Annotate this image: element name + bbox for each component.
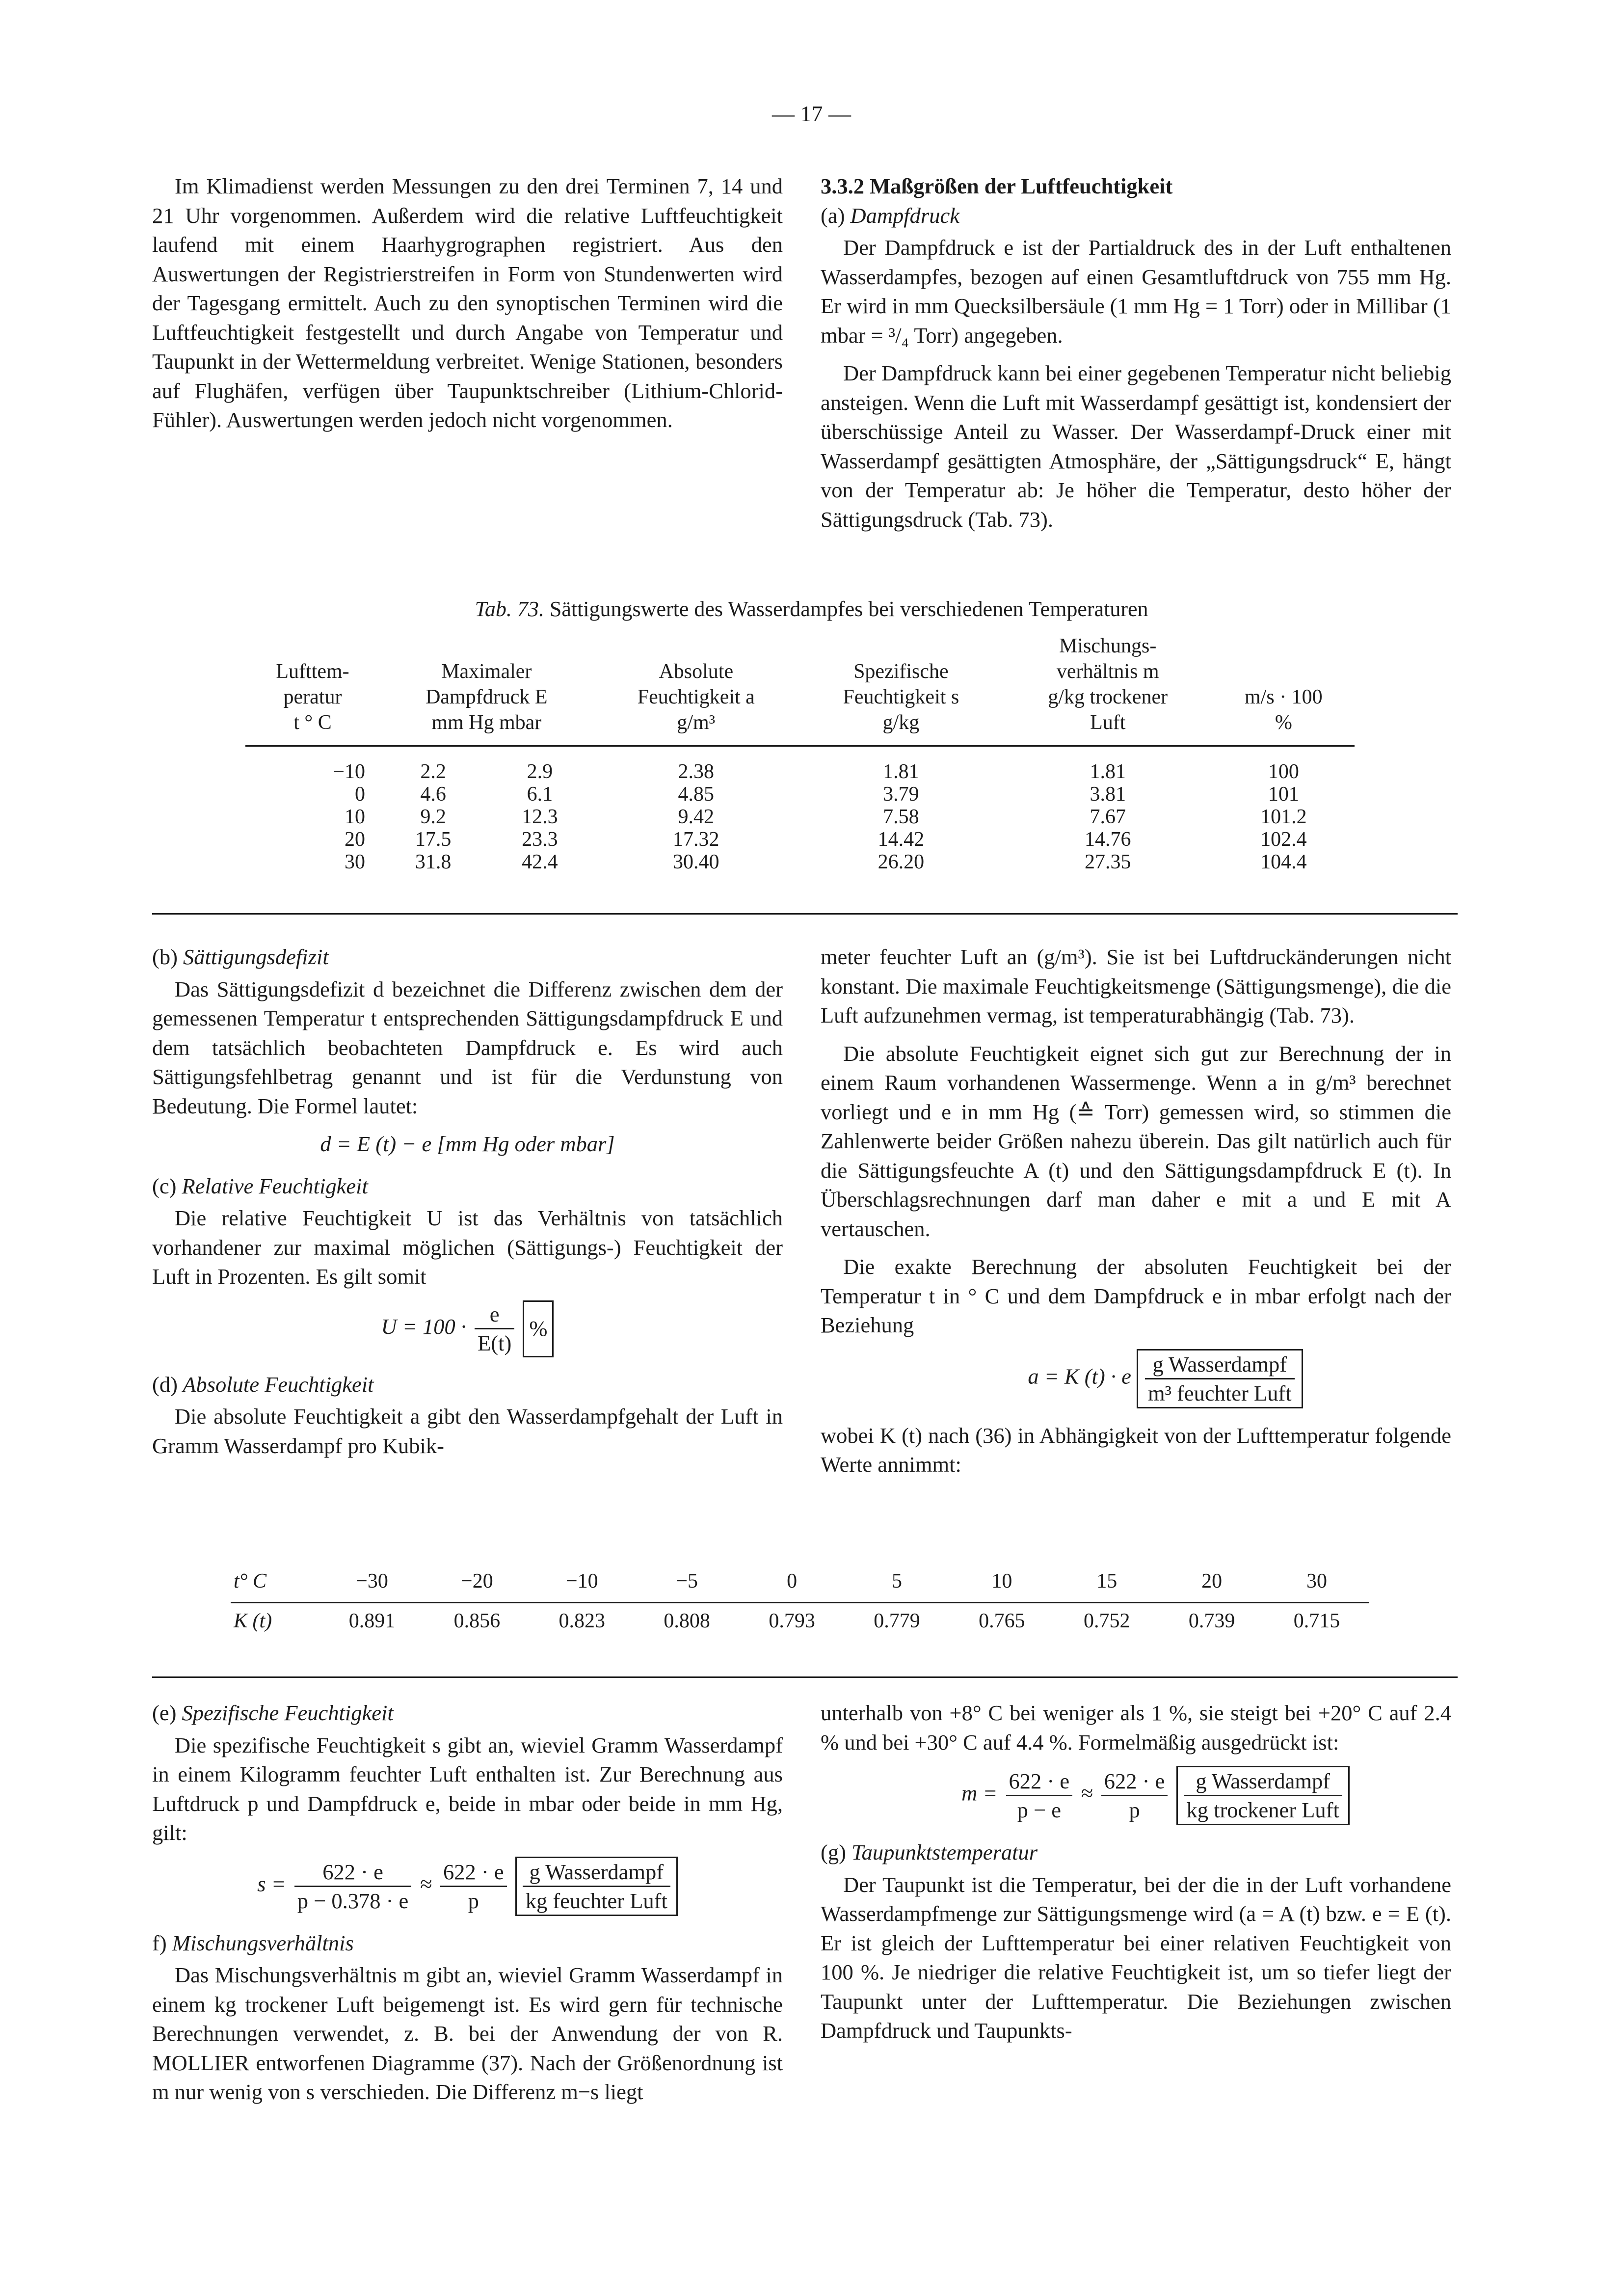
section-title: 3.3.2 Maßgrößen der Luftfeuchtigkeit (821, 174, 1173, 198)
kt-temperature-row: t° C −30 −20 −10 −5 0 5 10 15 20 30 (231, 1564, 1369, 1603)
table-row: −10 2.2 2.9 2.38 1.81 1.81 100 (333, 760, 1299, 783)
absolute-humidity-continued: meter feuchter Luft an (g/m³). Sie ist bei Luftdruckänderungen nicht konstant. Die maximale Feuchtigkeitsmenge (Sättigungsmenge), die die Luft aufzunehmen vermag, ist temperaturabhängig (Tab. 73). (821, 945, 1451, 1027)
top-left-column (152, 172, 783, 444)
header-ratio-percent: m/s · 100 % (1213, 633, 1355, 746)
room-water-paragraph: Die absolute Feuchtigkeit eignet sich gut zur Berechnung der in einem Raum vorhandenen Wassermenge. Wenn a in g/m³ berechnet vorliegt und e in mm Hg (≙ Torr) gemessen wird, so stimmen die Zahlenwerte beider Größen nahezu überein. Das gilt natürlich auch für die Sättigungsfeuchte A (t) und den Sättigungsdampfdruck E (t). In Überschlagsrechnungen darf man daher e mit a und E mit A vertauschen. (821, 1041, 1451, 1241)
table-row: 30 31.8 42.4 30.40 26.20 27.35 104.4 (345, 851, 1307, 873)
table-73-caption: Tab. 73. Sättigungswerte des Wasserdampfes bei verschiedenen Temperaturen (475, 597, 1148, 621)
table-row: 0 4.6 6.1 4.85 3.79 3.81 101 (355, 783, 1299, 806)
subsection-b-heading: (b) Sättigungsdefizit (152, 945, 329, 969)
saturation-pressure-paragraph: Der Dampfdruck kann bei einer gegebenen Temperatur nicht beliebig ansteigen. Wenn die Luft mit Wasserdampf gesättigt ist, kondensiert der überschüssige Anteil zu Wasser. Der Wasserdampf-Druck einer mit Wasserdampf gesättigten Atmosphäre, der „Sättigungsdruck“ E, hängt von der Temperatur ab: Je höher die Temperatur, desto höher der Sättigungsdruck (Tab. 73). (821, 361, 1451, 532)
top-right-column (821, 172, 1451, 543)
header-temperature: Lufttem- peratur t ° C (245, 633, 380, 746)
formula-deficit: d = E (t) − e [mm Hg oder mbar] (320, 1132, 615, 1156)
mixing-ratio-continued: unterhalb von +8° C bei weniger als 1 %, sie steigt bei +20° C auf 2.4 % und bei +30° C auf 4.4 %. Formelmäßig ausgedrückt ist: (821, 1701, 1451, 1755)
formula-relative-humidity: U = 100 · $\frac{e}{E(t)}$ % (152, 1300, 783, 1357)
section-divider-1 (152, 913, 1458, 915)
relative-humidity-paragraph: Die relative Feuchtigkeit U ist das Verhältnis von tatsächlich vorhandener zur maximal möglichen (Sättigungs-) Feuchtigkeit der Luft in Prozenten. Es gilt somit (152, 1206, 783, 1289)
middle-left-column (152, 943, 783, 1469)
middle-right-column (821, 943, 1451, 1488)
dew-point-paragraph: Der Taupunkt ist die Temperatur, bei der die in der Luft vorhandene Wasserdampfmenge zur Sättigungsmenge wird (a = A (t) bzw. e = E (t). Er ist gleich der Lufttemperatur bei einer relativen Feuchtigkeit von 100 %. Je niedriger die relative Feuchtigkeit ist, um so tiefer liegt der Taupunkt unter der Lufttemperatur. Die Beziehungen zwischen Dampfdruck und Taupunkts- (821, 1872, 1451, 2043)
specific-humidity-paragraph: Die spezifische Feuchtigkeit s gibt an, wieviel Gramm Wasserdampf in einem Kilogramm feuchter Luft enthalten ist. Zur Berechnung aus Luftdruck p und Dampfdruck e, beide in mbar oder beide in mm Hg, gilt: (152, 1732, 783, 1845)
table-row: 20 17.5 23.3 17.32 14.42 14.76 102.4 (345, 828, 1307, 851)
section-divider-2 (152, 1676, 1458, 1678)
subsection-a-heading: (a) Dampfdruck (821, 203, 959, 228)
formula-absolute-humidity: a = K (t) · e $\frac{\text{g Wasserdampf}}{\text{m³ feuchter Luft}}$ (879, 1349, 1451, 1408)
formula-specific-humidity: s = $\frac{622 \cdot e}{p - 0.378 \cdot e}$ ≈ $\frac{622 \cdot e}{p}$ $\frac{\text{g Wasserdampf}}{\text{kg feuchter Luft}}$ (152, 1857, 783, 1916)
saturation-table (245, 633, 1355, 873)
subsection-d-heading: (d) Absolute Feuchtigkeit (152, 1372, 374, 1397)
header-specific-humidity: Spezifische Feuchtigkeit s g/kg (799, 633, 1003, 746)
table-row: 10 9.2 12.3 9.42 7.58 7.67 101.2 (345, 806, 1307, 828)
bottom-left-column (152, 1699, 783, 2116)
absolute-humidity-paragraph: Die absolute Feuchtigkeit a gibt den Wasserdampfgehalt der Luft in Gramm Wasserdampf pro Kubik- (152, 1404, 783, 1458)
mixing-ratio-paragraph: Das Mischungsverhältnis m gibt an, wieviel Gramm Wasserdampf in einem kg trockener Luft beigemengt ist. Es wird gern für technische Berechnungen verwendet, z. B. bei der Anwendung der von R. MOLLIER entworfenen Diagramme (37). Nach der Größenordnung ist m nur wenig von s verschieden. Die Differenz m−s liegt (152, 1963, 783, 2104)
kt-table (231, 1564, 1369, 1639)
subsection-g-heading: (g) Taupunktstemperatur (821, 1840, 1038, 1864)
climate-service-paragraph: Im Klimadienst werden Messungen zu den drei Terminen 7, 14 und 21 Uhr vorgenommen. Außerdem wird die relative Luftfeuchtigkeit laufend mit einem Haarhygrographen registriert. Aus den Auswertungen der Registrierstreifen in Form von Stundenwerten wird der Tagesgang ermittelt. Auch zu den synoptischen Terminen wird die Luftfeuchtigkeit festgestellt und durch Angabe von Temperatur und Taupunkt in der Wettermeldung verbreitet. Wenige Stationen, besonders auf Flughäfen, verfügen über Taupunktschreiber (Lithium-Chlorid-Fühler). Auswertungen werden jedoch nicht vorgenommen. (152, 174, 783, 432)
subsection-e-heading: (e) Spezifische Feuchtigkeit (152, 1701, 394, 1725)
page-number: — 17 — (772, 101, 851, 126)
header-mixing-ratio: Mischungs- verhältnis m g/kg trockener Luft (1003, 633, 1213, 746)
header-absolute-humidity: Absolute Feuchtigkeit a g/m³ (593, 633, 799, 746)
formula-mixing-ratio: m = $\frac{622 \cdot e}{p - e}$ ≈ $\frac{622 \cdot e}{p}$ $\frac{\text{g Wasserdampf}}{\text{kg trockener Luft}}$ (860, 1766, 1451, 1825)
saturation-deficit-paragraph: Das Sättigungsdefizit d bezeichnet die Differenz zwischen dem der gemessenen Temperatur t entsprechenden Sättigungsdampfdruck E und dem tatsächlich beobachteten Dampfdruck e. Es wird auch Sättigungsfehlbetrag genannt und ist für die Verdunstung von Bedeutung. Die Formel lautet: (152, 976, 783, 1118)
kt-value-row: K (t) 0.891 0.856 0.823 0.808 0.793 0.779 0.765 0.752 0.739 0.715 (234, 1610, 1340, 1632)
header-max-vapor-pressure: Maximaler Dampfdruck E mm Hg mbar (380, 633, 593, 746)
subsection-c-heading: (c) Relative Feuchtigkeit (152, 1173, 368, 1198)
subsection-f-heading: f) Mischungsverhältnis (152, 1930, 354, 1955)
table-header-row (245, 633, 1355, 746)
vapor-pressure-paragraph: Der Dampfdruck e ist der Partialdruck des in der Luft enthaltenen Wasserdampfes, bezogen auf einen Gesamtluftdruck von 755 mm Hg. Er wird in mm Quecksilbersäule (1 mm Hg = 1 Torr) oder in Millibar (1 mbar = ³/₄ Torr) angegeben. (821, 235, 1451, 348)
kt-values-intro: wobei K (t) nach (36) in Abhängigkeit von der Lufttemperatur folgende Werte annimmt: (821, 1423, 1451, 1477)
bottom-right-column (821, 1699, 1451, 2054)
exact-calculation-paragraph: Die exakte Berechnung der absoluten Feuchtigkeit bei der Temperatur t in ° C und dem Dampfdruck e in mbar erfolgt nach der Beziehung (821, 1254, 1451, 1337)
